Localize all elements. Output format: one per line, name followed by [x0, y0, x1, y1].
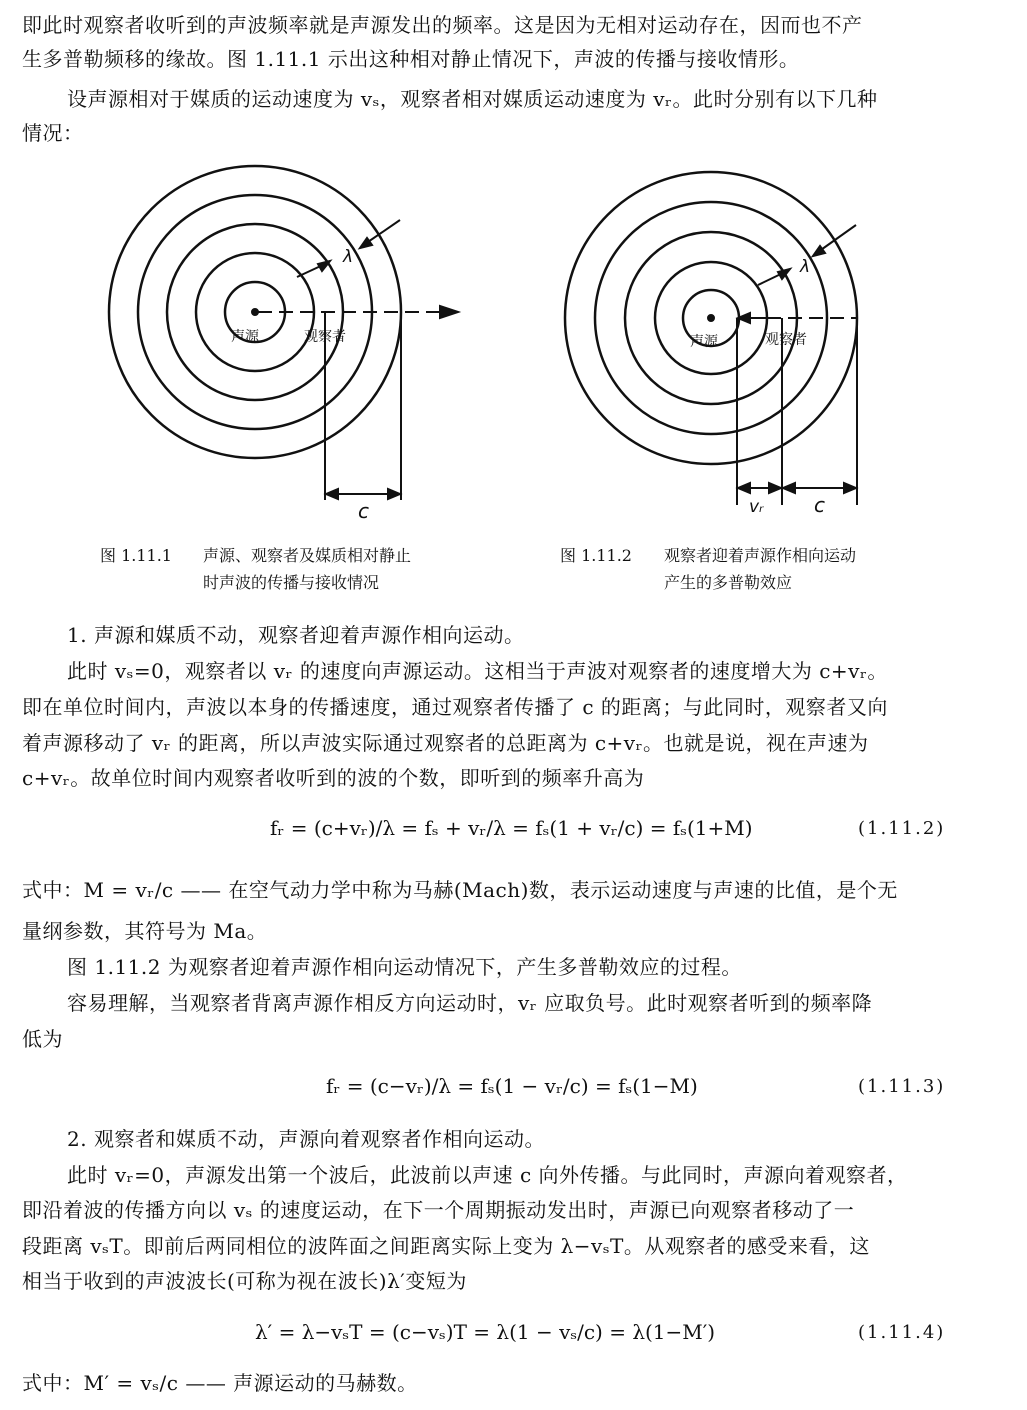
text-line: 设声源相对于媒质的运动速度为 vₛ，观察者相对媒质运动速度为 vᵣ。此时分别有以下几种 [67, 87, 878, 111]
fig2-vr-label: vᵣ [749, 497, 764, 517]
fig1-caption-number: 图 1.11.1 [100, 546, 172, 565]
fig2-lambda-label: λ [800, 257, 811, 277]
text-line: 低为 [22, 1027, 63, 1051]
fig2-caption-number: 图 1.11.2 [560, 546, 632, 565]
text-line: 段距离 vₛT。即前后两同相位的波阵面之间距离实际上变为 λ−vₛT。从观察者的感受来看，这 [22, 1234, 870, 1258]
text-line: 即在单位时间内，声波以本身的传播速度，通过观察者传播了 c 的距离；与此同时，观察者又向 [22, 695, 888, 719]
fig1-caption-line2: 时声波的传播与接收情况 [203, 573, 380, 592]
text-line: 式中：M = vᵣ/c —— 在空气动力学中称为马赫(Mach)数，表示运动速度与声速的比值，是个无 [22, 878, 898, 902]
fig1-source-label: 声源 [231, 329, 259, 345]
text-line: 此时 vᵣ=0，声源发出第一个波后，此波前以声速 c 向外传播。与此同时，声源向着观察者， [67, 1163, 908, 1187]
text-line: 相当于收到的声波波长(可称为视在波长)λ′变短为 [22, 1269, 467, 1293]
equation-number: (1.11.2) [858, 818, 946, 839]
text-line: 容易理解，当观察者背离声源作相反方向运动时，vᵣ 应取负号。此时观察者听到的频率降 [67, 991, 873, 1015]
fig2-source-label: 声源 [690, 334, 718, 350]
text-line: 式中：M′ = vₛ/c —— 声源运动的马赫数。 [22, 1371, 418, 1395]
text-line: 生多普勒频移的缘故。图 1.11.1 示出这种相对静止情况下，声波的传播与接收情形。 [22, 47, 800, 71]
source-dot [708, 315, 714, 321]
source-dot [252, 309, 258, 315]
text-line: 即沿着波的传播方向以 vₛ 的速度运动，在下一个周期振动发出时，声源已向观察者移动了一 [22, 1198, 855, 1222]
text-line: 情况： [22, 121, 84, 145]
figures-area [0, 160, 1027, 600]
fig2-c-label: c [814, 493, 825, 517]
text-line: 即此时观察者收听到的声波频率就是声源发出的频率。这是因为无相对运动存在，因而也不产 [22, 13, 863, 37]
equation-number: (1.11.4) [858, 1322, 946, 1343]
equation-1-11-3: fᵣ = (c−vᵣ)/λ = fₛ(1 − vᵣ/c) = fₛ(1−M) [326, 1074, 698, 1098]
fig2-caption-line2: 产生的多普勒效应 [664, 573, 793, 592]
text-line: 图 1.11.2 为观察者迎着声源作相向运动情况下，产生多普勒效应的过程。 [67, 955, 742, 979]
equation-number: (1.11.3) [858, 1076, 946, 1097]
fig2-observer-label: 观察者 [765, 332, 807, 348]
text-line: 量纲参数，其符号为 Ma。 [22, 919, 268, 943]
fig1-caption-line1: 声源、观察者及媒质相对静止 [203, 546, 412, 565]
equation-1-11-4: λ′ = λ−vₛT = (c−vₛ)T = λ(1 − vₛ/c) = λ(1−M′) [255, 1320, 716, 1344]
fig1-observer-label: 观察者 [304, 329, 346, 345]
equation-1-11-2: fᵣ = (c+vᵣ)/λ = fₛ + vᵣ/λ = fₛ(1 + vᵣ/c) = fₛ(1+M) [270, 816, 753, 840]
section-heading: 1. 声源和媒质不动，观察者迎着声源作相向运动。 [67, 623, 525, 647]
section-heading: 2. 观察者和媒质不动，声源向着观察者作相向运动。 [67, 1127, 545, 1151]
text-line: 此时 vₛ=0，观察者以 vᵣ 的速度向声源运动。这相当于声波对观察者的速度增大为 c+vᵣ。 [67, 659, 888, 683]
fig2-caption-line1: 观察者迎着声源作相向运动 [664, 546, 857, 565]
figure-1-11-1-marks [252, 220, 458, 500]
fig1-c-label: c [358, 499, 369, 523]
fig1-lambda-label: λ [343, 247, 354, 267]
text-line: c+vᵣ。故单位时间内观察者收听到的波的个数，即听到的频率升高为 [22, 766, 645, 790]
text-line: 着声源移动了 vᵣ 的距离，所以声波实际通过观察者的总距离为 c+vᵣ。也就是说，视在声速为 [22, 731, 869, 755]
